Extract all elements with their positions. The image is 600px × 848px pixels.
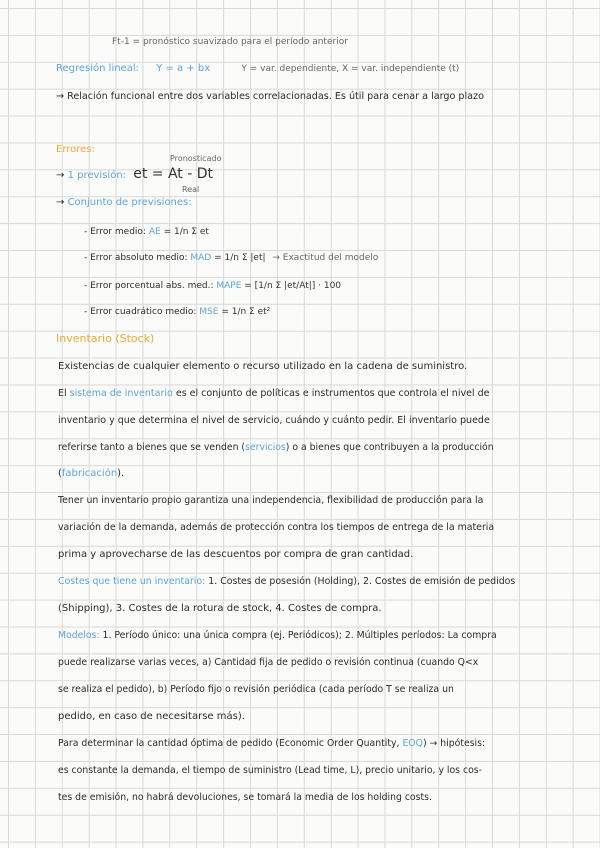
regression-label: Regresión lineal: bbox=[56, 63, 139, 74]
text: referirse tanto a bienes que se venden ( bbox=[58, 442, 246, 453]
mape-acronym: MAPE bbox=[216, 281, 242, 291]
mad-label: - Error absoluto medio: bbox=[84, 253, 188, 263]
mse-acronym: MSE bbox=[199, 307, 219, 317]
text: 1. Costes de posesión (Holding), 2. Costes de emisión de pedidos bbox=[205, 576, 516, 587]
inventory-p6: Tener un inventario propio garantiza una independencia, flexibilidad de producción para la bbox=[58, 495, 484, 506]
inventory-p10: (Shipping), 3. Costes de la rotura de stock, 4. Costes de compra. bbox=[58, 603, 382, 614]
single-forecast-label: 1 previsión: bbox=[67, 170, 127, 181]
inventory-costs-label: Costes que tiene un inventario: bbox=[58, 576, 206, 587]
single-forecast-line bbox=[56, 168, 213, 182]
mse-formula: = 1/n Σ et² bbox=[221, 307, 271, 317]
text: ) → hipótesis: bbox=[422, 738, 486, 749]
regression-formula: Y = a + bx bbox=[156, 63, 211, 74]
eoq-term: EOQ bbox=[402, 738, 423, 749]
error-formula: et = At - Dt bbox=[133, 166, 213, 182]
text: El bbox=[58, 388, 70, 399]
real-label: Real bbox=[182, 185, 200, 194]
mad-formula: = 1/n Σ |et| bbox=[214, 253, 266, 263]
inventory-p4 bbox=[58, 441, 494, 454]
ae-acronym: AE bbox=[148, 227, 161, 237]
ae-line bbox=[84, 226, 209, 239]
mse-line bbox=[84, 306, 270, 319]
mad-note: → Exactitud del modelo bbox=[272, 253, 379, 263]
inventory-p5 bbox=[58, 467, 124, 480]
relation-note: → Relación funcional entre dos variables correlacionadas. Es útil para cenar a largo plazo bbox=[56, 91, 484, 102]
inventory-p3: inventario y que determina el nivel de servicio, cuándo y cuánto pedir. El inventario puede bbox=[58, 415, 490, 426]
inventory-p9 bbox=[58, 575, 515, 588]
manufacturing-term: fabricación bbox=[61, 468, 118, 479]
smoothed-forecast-note: Ft-1 = pronóstico suavizado para el período anterior bbox=[112, 37, 348, 47]
inventory-p7: variación de la demanda, además de protección contra los tiempos de entrega de la materia bbox=[58, 522, 495, 533]
mape-formula: = [1/n Σ |et/At|] · 100 bbox=[244, 281, 342, 291]
arrow-icon: → bbox=[56, 197, 65, 208]
inventory-p2 bbox=[58, 387, 489, 400]
mad-acronym: MAD bbox=[190, 253, 212, 263]
inventory-p13: se realiza el pedido), b) Período fijo o revisión periódica (cada período T se realiza un bbox=[58, 684, 454, 695]
inventory-p14: pedido, en caso de necesitarse más). bbox=[58, 711, 245, 722]
forecast-label: Pronosticado bbox=[170, 154, 222, 163]
text: ) o a bienes que contribuyen a la producción bbox=[285, 442, 494, 453]
forecast-set-label: Conjunto de previsiones: bbox=[67, 197, 192, 208]
mape-label: - Error porcentual abs. med.: bbox=[84, 281, 214, 291]
regression-vars: Y = var. dependiente, X = var. independiente (t) bbox=[241, 64, 460, 74]
text: Para determinar la cantidad óptima de pedido (Economic Order Quantity, bbox=[58, 738, 403, 749]
models-label: Modelos: bbox=[58, 630, 100, 641]
inventory-system-term: sistema de inventario bbox=[69, 388, 173, 399]
ae-formula: = 1/n Σ et bbox=[163, 227, 209, 237]
text: es el conjunto de políticas e instrumentos que controla el nivel de bbox=[172, 388, 490, 399]
mape-line bbox=[84, 280, 341, 293]
inventory-p8: prima y aprovecharse de las descuentos por compra de gran cantidad. bbox=[58, 549, 414, 560]
errors-title: Errores: bbox=[56, 144, 95, 155]
inventory-p1: Existencias de cualquier elemento o recurso utilizado en la cadena de suministro. bbox=[58, 361, 468, 372]
forecast-set-line bbox=[56, 196, 192, 209]
arrow-icon: → bbox=[56, 170, 65, 181]
inventory-p12: puede realizarse varias veces, a) Cantidad fija de pedido o revisión continua (cuando Q<x bbox=[58, 657, 479, 668]
text: ). bbox=[117, 468, 125, 479]
text: ( bbox=[58, 468, 62, 479]
inventory-p16: es constante la demanda, el tiempo de suministro (Lead time, L), precio unitario, y los cos- bbox=[58, 765, 482, 776]
services-term: servicios bbox=[245, 442, 286, 453]
mad-line bbox=[84, 252, 378, 265]
regression-line bbox=[56, 62, 459, 76]
mse-label: - Error cuadrático medio: bbox=[84, 307, 197, 317]
inventory-p11 bbox=[58, 629, 497, 642]
inventory-p17: tes de emisión, no habrá devoluciones, se tomará la media de los holding costs. bbox=[58, 792, 432, 803]
text: 1. Período único: una única compra (ej. Periódicos); 2. Múltiples períodos: La compra bbox=[99, 630, 497, 641]
inventory-title: Inventario (Stock) bbox=[56, 332, 155, 345]
inventory-p15 bbox=[58, 737, 485, 750]
ae-label: - Error medio: bbox=[84, 227, 146, 237]
